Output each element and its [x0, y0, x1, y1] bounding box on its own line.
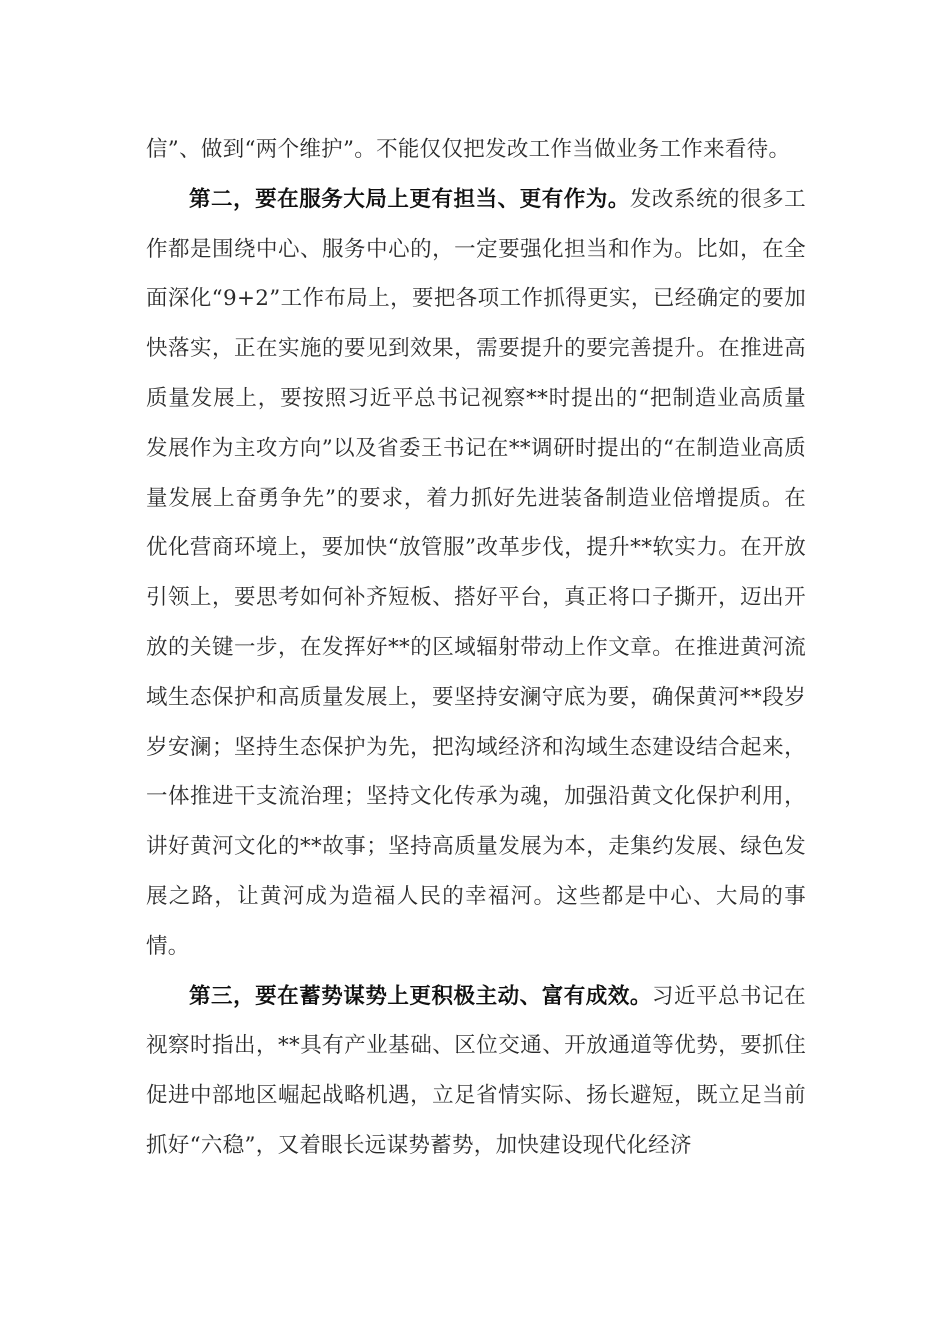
paragraph-3-heading: 第三，要在蓄势谋势上更积极主动、富有成效。: [189, 983, 652, 1009]
paragraph-3-body: 习近平总书记在视察时指出，**具有产业基础、区位交通、开放通道等优势，要抓住促进中部地区崛起战略机遇，立足省情实际、扬长避短，既立足当前抓好“六稳”，又着眼长远谋势蓄势，加快建设现代化经济: [146, 983, 806, 1158]
paragraph-1: [146, 125, 806, 175]
paragraph-2: [146, 175, 806, 972]
document-page: [146, 125, 806, 1171]
paragraph-3: [146, 972, 806, 1171]
paragraph-1-body: 信”、做到“两个维护”。不能仅仅把发改工作当做业务工作来看待。: [146, 137, 791, 162]
paragraph-2-body: 发改系统的很多工作都是围绕中心、服务中心的，一定要强化担当和作为。比如，在全面深化“9+2”工作布局上，要把各项工作抓得更实，已经确定的要加快落实，正在实施的要见到效果，需要提升的要完善提升。在推进高质量发展上，要按照习近平总书记视察**时提出的“把制造业高质量发展作为主攻方向”以及省委王书记在**调研时提出的“在制造业高质量发展上奋勇争先”的要求，着力抓好先进装备制造业倍增提质。在优化营商环境上，要加快“放管服”改革步伐，提升**软实力。在开放引领上，要思考如何补齐短板、搭好平台，真正将口子撕开，迈出开放的关键一步，在发挥好**的区域辐射带动上作文章。在推进黄河流域生态保护和高质量发展上，要坚持安澜守底为要，确保黄河**段岁岁安澜；坚持生态保护为先，把沟域经济和沟域生态建设结合起来，一体推进干支流治理；坚持文化传承为魂，加强沿黄文化保护利用，讲好黄河文化的**故事；坚持高质量发展为本，走集约发展、绿色发展之路，让黄河成为造福人民的幸福河。这些都是中心、大局的事情。: [146, 186, 806, 959]
paragraph-2-heading: 第二，要在服务大局上更有担当、更有作为。: [189, 186, 630, 212]
